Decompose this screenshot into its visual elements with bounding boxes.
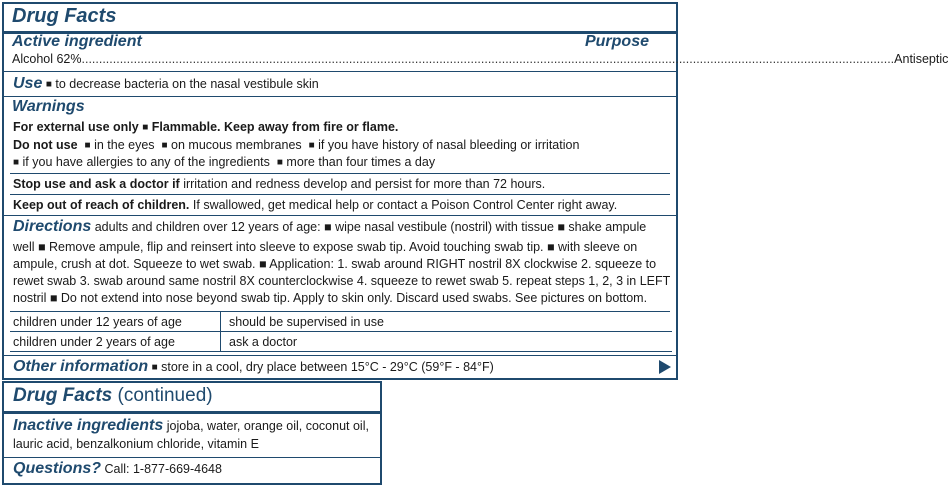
inactive-text: jojoba, water, orange oil, coconut oil, (166, 419, 369, 433)
questions-header: Questions? (13, 460, 102, 477)
warnings-header: Warnings (12, 98, 85, 115)
title-rule (4, 411, 380, 414)
section-rule (4, 96, 676, 97)
bullet-icon: ■ (161, 140, 168, 151)
do-not-use-item: on mucous membranes (171, 138, 302, 152)
panel-title: Drug Facts (12, 5, 117, 27)
directions-line: rewet swab 3. swab around same nostril 8X counterclockwise 4. squeeze to rewet swab 5. repeat steps 1, 2, 3 in LEFT (13, 274, 671, 288)
inactive-header: Inactive ingredients (13, 417, 164, 434)
age-instruction-cell: ask a doctor (221, 332, 673, 352)
directions-line: nostril ■ Do not extend into nose beyond swab tip. Apply to skin only. Discard used swabs. See pictures on bottom. (13, 291, 648, 305)
section-rule (4, 215, 676, 216)
warning-external-row (13, 120, 398, 136)
dot-leader: .......................................................................................................................................................................................................................................... (81, 52, 895, 66)
directions-line: well ■ Remove ampule, flip and reinsert into sleeve to expose swab tip. Avoid touching swab tip. ■ with sleeve on (13, 240, 638, 254)
directions-header: Directions (13, 218, 92, 235)
do-not-use-row (13, 138, 579, 154)
other-info-text: store in a cool, dry place between 15°C - 29°C (59°F - 84°F) (161, 360, 494, 374)
bullet-icon: ■ (308, 140, 315, 151)
ingredient-name: Alcohol 62% (12, 52, 82, 66)
age-table (10, 312, 672, 352)
do-not-use-row-2 (13, 155, 435, 171)
section-rule (4, 355, 676, 356)
section-rule (4, 457, 380, 458)
keep-out-row (13, 198, 617, 213)
flammable-text: Flammable. Keep away from fire or flame. (151, 120, 399, 134)
use-header: Use (13, 75, 43, 92)
do-not-use-item: if you have history of nasal bleeding or irritation (318, 138, 580, 152)
questions-phone: Call: 1-877-669-4648 (104, 462, 222, 476)
play-arrow-icon[interactable] (659, 360, 671, 374)
bullet-icon: ■ (13, 157, 20, 168)
bullet-icon: ■ (84, 140, 91, 151)
do-not-use-item: in the eyes (94, 138, 155, 152)
directions-text: adults and children over 12 years of age: ■ wipe nasal vestibule (nostril) with tissue ■ shake ampule (94, 220, 647, 234)
continued-title-suffix: (continued) (117, 385, 213, 406)
directions-line: ampule, crush at dot. Squeeze to wet swab. ■ Application: 1. swab around RIGHT nostril 8X clockwise 2. squeeze to (13, 257, 657, 271)
section-rule (4, 71, 676, 72)
age-instruction-cell: should be supervised in use (221, 312, 673, 332)
keep-out-label: Keep out of reach of children. (13, 198, 190, 212)
drug-facts-continued-panel (2, 381, 382, 485)
stop-use-label: Stop use and ask a doctor if (13, 177, 180, 191)
use-row (13, 76, 319, 93)
purpose-header: Purpose (584, 33, 649, 50)
bullet-icon: ■ (45, 79, 52, 90)
ingredient-row (12, 52, 948, 67)
age-group-cell: children under 2 years of age (10, 332, 221, 352)
inactive-row (13, 418, 369, 434)
subsection-rule (10, 194, 670, 195)
keep-out-text: If swallowed, get medical help or contact a Poison Control Center right away. (192, 198, 618, 212)
questions-row (13, 461, 222, 477)
directions-line (13, 219, 646, 235)
age-group-cell: children under 12 years of age (10, 312, 221, 332)
external-use-text: For external use only (13, 120, 139, 134)
active-ingredient-header: Active ingredient (12, 33, 142, 50)
bullet-icon: ■ (142, 122, 149, 133)
inactive-text-2: lauric acid, benzalkonium chloride, vitamin E (13, 437, 259, 451)
table-row (10, 312, 672, 332)
do-not-use-label: Do not use (13, 138, 78, 152)
do-not-use-item: if you have allergies to any of the ingredients (22, 155, 270, 169)
subsection-rule (10, 173, 670, 174)
use-text: to decrease bacteria on the nasal vestibule skin (55, 77, 319, 91)
stop-use-row (13, 177, 545, 192)
table-row (10, 332, 672, 352)
bullet-icon: ■ (151, 362, 158, 373)
other-info-header: Other information (13, 358, 149, 375)
bullet-icon: ■ (276, 157, 283, 168)
stop-use-text: irritation and redness develop and persist for more than 72 hours. (183, 177, 546, 191)
ingredient-purpose: Antiseptic (894, 52, 948, 66)
continued-title-main: Drug Facts (13, 385, 113, 406)
other-info-row (13, 359, 494, 376)
drug-facts-panel (2, 2, 948, 380)
do-not-use-item: more than four times a day (286, 155, 436, 169)
continued-title (13, 385, 213, 407)
